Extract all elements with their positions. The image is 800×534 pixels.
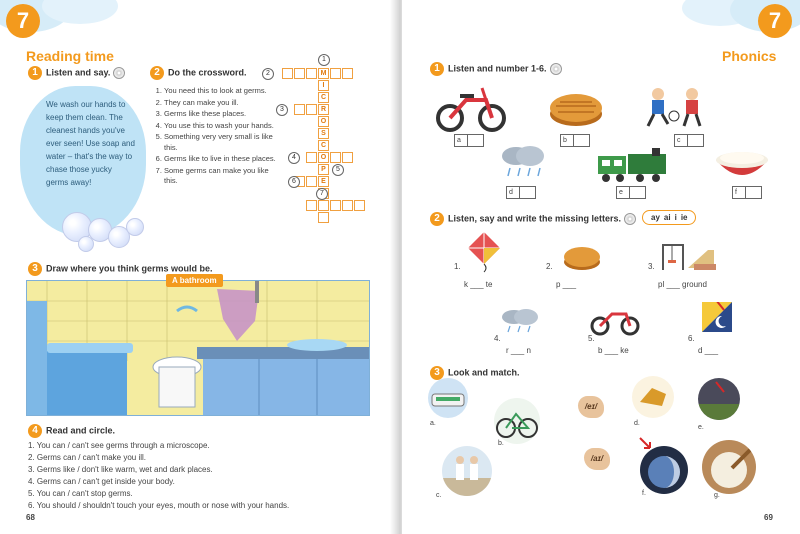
match-label: d. — [634, 420, 640, 427]
rain-cloud-picture — [498, 308, 542, 334]
pie-picture — [562, 242, 602, 272]
answer-box-c[interactable] — [674, 134, 704, 147]
box-label: c — [674, 134, 688, 147]
crossword-blank-cell[interactable] — [306, 104, 317, 115]
crossword-clue-marker: 7 — [316, 188, 328, 200]
box-label: e — [616, 186, 630, 199]
crossword-blank-cell[interactable] — [330, 152, 341, 163]
sentence-item[interactable]: 1. You can / can't see germs through a microscope. — [28, 441, 210, 450]
day-night-picture — [702, 302, 732, 332]
right-page — [402, 0, 800, 534]
clue-item: 5. Something very very small is like this. — [164, 132, 282, 153]
balance-bike-picture — [436, 82, 506, 132]
playground-picture — [658, 238, 718, 274]
crossword-blank-cell[interactable] — [282, 68, 293, 79]
pie-picture — [548, 86, 604, 128]
heading-text: Look and match. — [448, 367, 520, 378]
phoneme-card[interactable]: /eɪ/ — [578, 396, 604, 418]
heading-text: Do the crossword. — [168, 67, 247, 78]
audio-cd-icon[interactable] — [113, 67, 125, 79]
exercise-number: 4 — [28, 424, 42, 438]
missing-letter-word[interactable]: k ___ te — [464, 280, 493, 289]
missing-letter-word[interactable]: pl ___ ground — [658, 280, 707, 289]
crossword-cell: I — [318, 80, 329, 91]
item-number: 2. — [546, 262, 553, 271]
clue-item: 3. Germs like these places. — [164, 109, 282, 120]
box-label: f — [732, 186, 746, 199]
item-number: 5. — [588, 334, 595, 343]
crossword-cell: O — [318, 152, 329, 163]
crossword-cell: C — [318, 92, 329, 103]
crossword-clue-marker: 5 — [332, 164, 344, 176]
exercise-number: 3 — [28, 262, 42, 276]
match-label: b. — [498, 440, 504, 447]
children-playing-picture — [640, 86, 710, 130]
kite-picture — [466, 230, 502, 274]
crossword-blank-cell[interactable] — [330, 200, 341, 211]
bathroom-image — [27, 281, 370, 416]
red-arrow-icon — [638, 436, 654, 452]
train-photo[interactable] — [428, 378, 468, 418]
letter-options — [642, 210, 696, 225]
food-image — [632, 376, 674, 418]
answer-box-e[interactable] — [616, 186, 646, 199]
match-label: c. — [436, 492, 442, 499]
clue-item: 2. They can make you ill. — [164, 98, 282, 109]
missing-letter-word[interactable]: r ___ n — [506, 346, 531, 355]
crossword-cell: R — [318, 104, 329, 115]
item-number: 3. — [648, 262, 655, 271]
exercise-number: 1 — [430, 62, 444, 76]
exercise-number: 1 — [28, 66, 42, 80]
crossword-blank-cell[interactable] — [318, 200, 329, 211]
sentence-item[interactable]: 6. You should / shouldn't touch your eyes, mouth or nose with your hands. — [28, 501, 290, 510]
box-label: d — [506, 186, 520, 199]
crossword-blank-cell[interactable] — [294, 104, 305, 115]
box-label: b — [560, 134, 574, 147]
sentence-item[interactable]: 3. Germs like / don't like warm, wet and dark places. — [28, 465, 213, 474]
section-title: Reading time — [26, 48, 114, 64]
sentence-item[interactable]: 4. Germs can / can't get inside your body. — [28, 477, 175, 486]
match-label: a. — [430, 420, 436, 427]
item-number: 6. — [688, 334, 695, 343]
crossword-cell: E — [318, 176, 329, 187]
crossword-clue-marker: 2 — [262, 68, 274, 80]
crossword-blank-cell[interactable] — [318, 212, 329, 223]
unit-badge: 7 — [6, 4, 40, 38]
sentence-item[interactable]: 2. Germs can / can't make you ill. — [28, 453, 147, 462]
crossword-blank-cell[interactable] — [354, 200, 365, 211]
exercise-number: 2 — [150, 66, 164, 80]
box-label: a — [454, 134, 468, 147]
letter-option: ay — [651, 213, 660, 222]
crossword-clues — [152, 86, 282, 188]
missing-letter-word[interactable]: b ___ ke — [598, 346, 629, 355]
answer-box-b[interactable] — [560, 134, 590, 147]
rice-bowl-picture — [714, 146, 770, 182]
scene-label: A bathroom — [166, 274, 223, 287]
crossword-clue-marker: 6 — [288, 176, 300, 188]
item-number: 1. — [454, 262, 461, 271]
exercise-2-heading — [150, 66, 247, 80]
heading-text: Listen and number 1-6. — [448, 63, 547, 74]
train-image — [428, 378, 468, 418]
crossword-clue-marker: 1 — [318, 54, 330, 66]
letter-option: ai — [663, 213, 671, 222]
crossword-blank-cell[interactable] — [306, 176, 317, 187]
crossword-cell: M — [318, 68, 329, 79]
storm-image — [698, 378, 740, 420]
crossword-blank-cell[interactable] — [306, 68, 317, 79]
match-label: e. — [698, 424, 704, 431]
heading-text: Listen and say. — [46, 67, 111, 78]
exercise-1-heading — [430, 62, 562, 76]
phoneme-card[interactable]: /aɪ/ — [584, 448, 610, 470]
crossword-blank-cell[interactable] — [342, 68, 353, 79]
missing-letter-word[interactable]: p ___ — [556, 280, 577, 289]
rice-photo[interactable] — [702, 440, 756, 494]
item-number: 4. — [494, 334, 501, 343]
bike-picture — [590, 302, 640, 336]
bicycle-photo[interactable] — [494, 398, 540, 444]
rice-image — [702, 440, 756, 494]
rain-cloud-picture — [498, 144, 548, 180]
poem-text: We wash our hands to keep them clean. The cleanest hands you've ever seen! Use soap and water – that's the way to chase those yucky germs away! — [46, 100, 135, 187]
answer-box-a[interactable] — [454, 134, 484, 147]
children-running-image — [442, 446, 492, 496]
children-running-photo[interactable] — [442, 446, 492, 496]
crossword-clue-marker: 4 — [288, 152, 300, 164]
missing-letter-word[interactable]: d ___ — [698, 346, 719, 355]
crossword-blank-cell[interactable] — [306, 200, 317, 211]
heading-text: Draw where you think germs would be. — [46, 263, 213, 274]
unit-badge: 7 — [758, 4, 792, 38]
crossword-blank-cell[interactable] — [294, 68, 305, 79]
answer-box-f[interactable] — [732, 186, 762, 199]
exercise-number: 2 — [430, 212, 444, 226]
soap-bubble-icon — [78, 236, 94, 252]
exercise-2-heading — [430, 212, 636, 226]
train-picture — [596, 148, 670, 184]
left-page — [0, 0, 398, 534]
crossword-blank-cell[interactable] — [330, 68, 341, 79]
sentence-item[interactable]: 5. You can / can't stop germs. — [28, 489, 133, 498]
food-photo[interactable] — [632, 376, 674, 418]
crossword-blank-cell[interactable] — [342, 152, 353, 163]
storm-photo[interactable] — [698, 378, 740, 420]
audio-cd-icon[interactable] — [550, 63, 562, 75]
clue-item: 6. Germs like to live in these places. — [164, 154, 282, 165]
read-and-circle-list — [28, 440, 289, 512]
page-number: 68 — [26, 513, 35, 522]
letter-option: ie — [680, 213, 688, 222]
soap-bubble-icon — [126, 218, 144, 236]
heading-text: Read and circle. — [46, 425, 116, 436]
crossword-cell: O — [318, 116, 329, 127]
night-sky-photo[interactable] — [640, 446, 688, 494]
letter-option: i — [674, 213, 677, 222]
exercise-1-heading — [28, 66, 125, 80]
clue-item: 4. You use this to wash your hands. — [164, 121, 282, 132]
page-number: 69 — [764, 513, 773, 522]
crossword-blank-cell[interactable] — [342, 200, 353, 211]
match-label: f. — [642, 490, 646, 497]
crossword-cell: P — [318, 164, 329, 175]
section-title: Phonics — [722, 48, 777, 64]
bathroom-illustration[interactable] — [26, 280, 370, 416]
crossword-clue-marker: 3 — [276, 104, 288, 116]
crossword-cell: C — [318, 140, 329, 151]
answer-box-d[interactable] — [506, 186, 536, 199]
match-label: g. — [714, 492, 720, 499]
clue-item: 7. Some germs can make you like this. — [164, 166, 282, 187]
crossword-blank-cell[interactable] — [306, 152, 317, 163]
clue-item: 1. You need this to look at germs. — [164, 86, 282, 97]
night-sky-image — [640, 446, 688, 494]
exercise-4-heading — [28, 424, 115, 438]
audio-cd-icon[interactable] — [624, 213, 636, 225]
heading-text: Listen, say and write the missing letters. — [448, 213, 622, 224]
exercise-number: 3 — [430, 366, 444, 380]
bicycle-image — [494, 398, 540, 444]
crossword-cell: S — [318, 128, 329, 139]
